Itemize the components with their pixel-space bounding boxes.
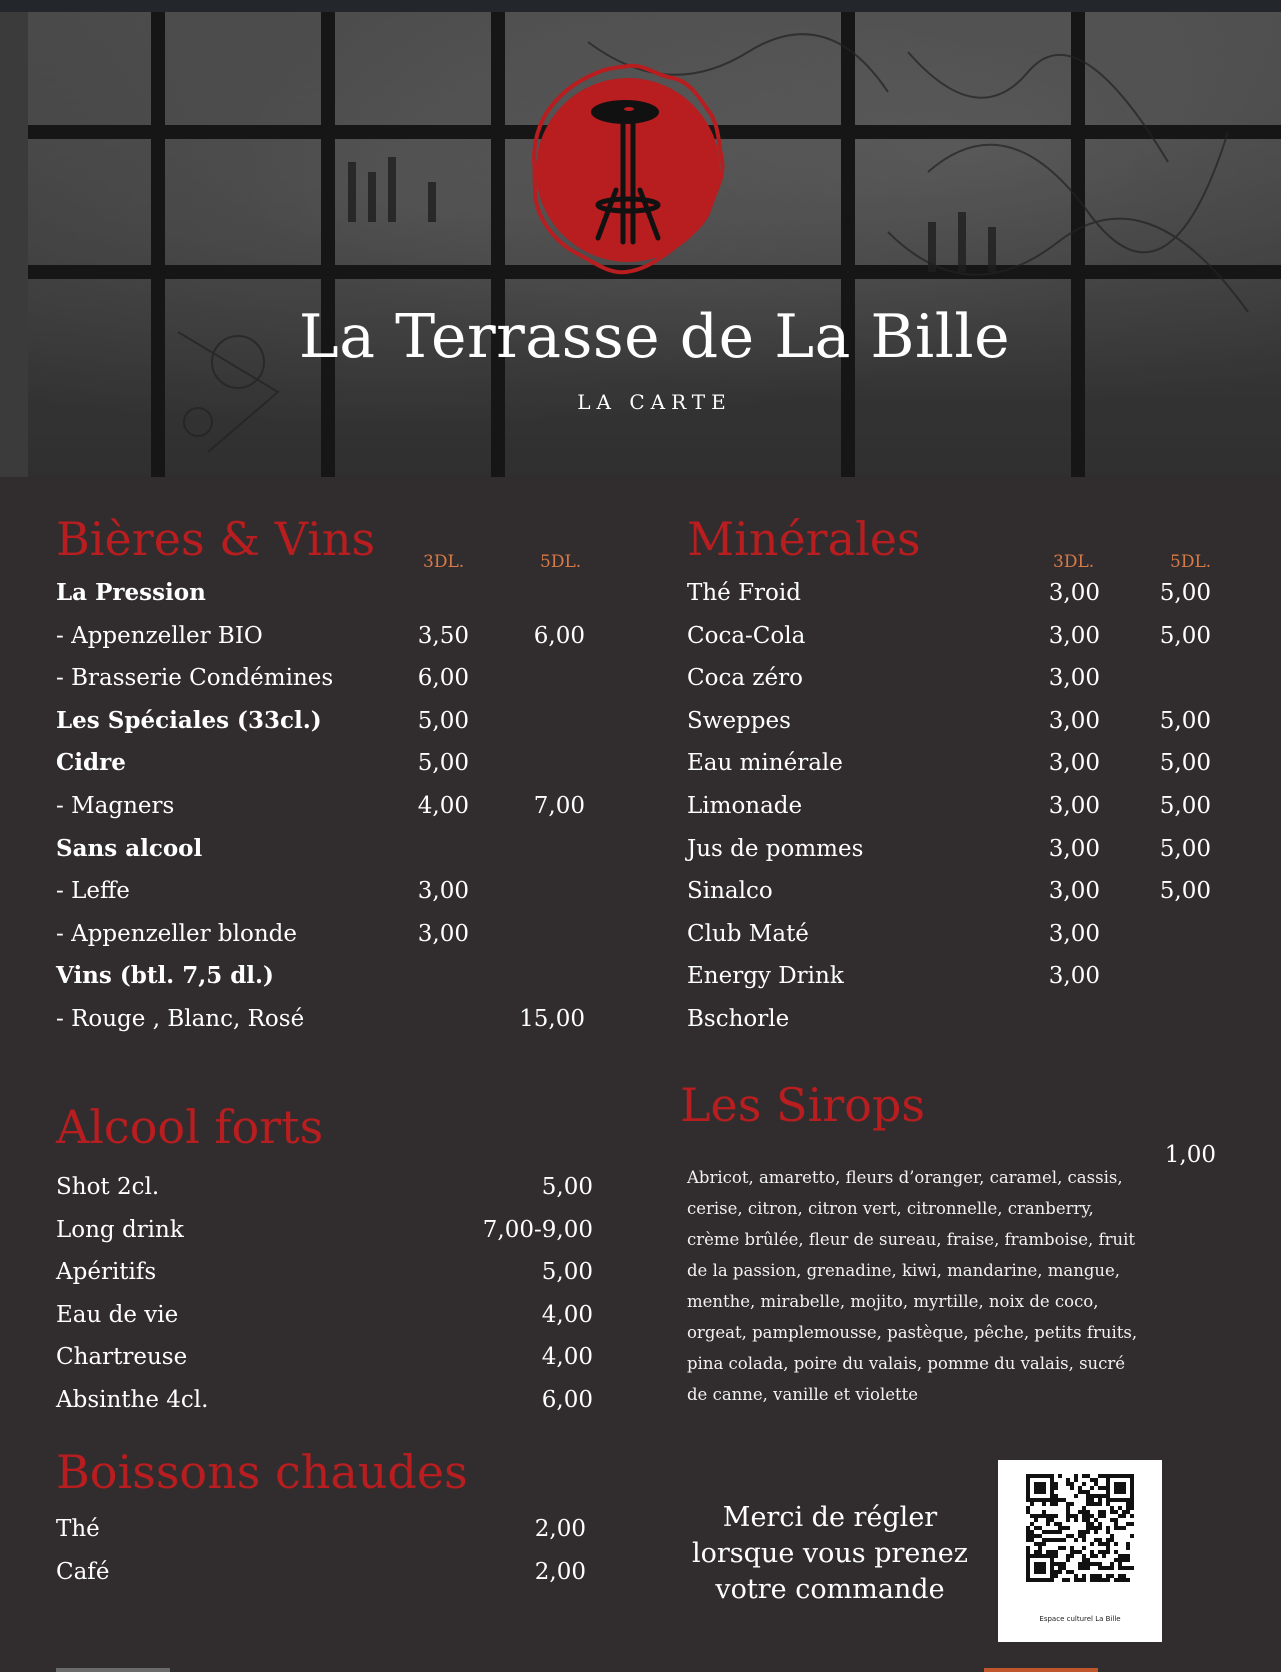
bieres-price-3dl: 5,00	[417, 750, 469, 777]
qr-caption: Espace culturel La Bille	[1039, 1615, 1121, 1623]
chaudes-row	[56, 1557, 586, 1587]
bieres-item-name: Vins (btl. 7,5 dl.)	[56, 962, 274, 990]
minerales-price-3dl: 3,00	[1048, 835, 1100, 862]
bieres-row	[56, 621, 585, 651]
bieres-price-5dl: 6,00	[533, 622, 585, 649]
minerales-price-5dl: 5,00	[1159, 835, 1211, 862]
alcool-item-name: Eau de vie	[56, 1301, 179, 1328]
minerales-row	[687, 919, 1211, 949]
minerales-row	[687, 706, 1211, 736]
bieres-item-name: - Brasserie Condémines	[56, 665, 334, 692]
bieres-item-name: - Rouge , Blanc, Rosé	[56, 1006, 305, 1032]
minerales-row	[687, 961, 1211, 991]
page-subtitle: LA CARTE	[577, 390, 732, 414]
bieres-price-3dl: 5,00	[417, 707, 469, 734]
minerales-item-name: Eau minérale	[687, 750, 843, 777]
alcool-row	[56, 1172, 593, 1202]
alcool-row	[56, 1300, 593, 1330]
bieres-row	[56, 834, 585, 864]
bieres-price-3dl: 3,00	[417, 920, 469, 947]
bieres-row	[56, 1004, 585, 1034]
bieres-row	[56, 791, 585, 821]
alcool-item-price: 4,00	[541, 1344, 593, 1371]
minerales-item-name: Coca-Cola	[687, 622, 806, 649]
section-title-minerales: Minérales	[687, 512, 921, 566]
chaudes-item-name: Thé	[56, 1516, 100, 1542]
minerales-row	[687, 663, 1211, 693]
payment-note: Merci de régler lorsque vous prenez votre commande	[692, 1502, 968, 1605]
minerales-row	[687, 876, 1211, 906]
bieres-item-name: La Pression	[56, 579, 206, 606]
sirops-flavours: Abricot, amaretto, fleurs d’oranger, caramel, cassis, cerise, citron, citron vert, citronnelle, cranberry, crème brûlée, fleur de sureau, fraise, framboise, fruit de la passion, grenadine, kiwi, mandarine, mangue, menthe, mirabelle, mojito, myrtille, noix de coco, orgeat, pamplemousse, pastèque, pêche, petits fruits, pina colada, poire du valais, pomme du valais, sucré de canne, vanille et violette	[687, 1168, 1138, 1404]
bieres-item-name: Sans alcool	[56, 834, 203, 862]
header-banner	[28, 12, 1281, 477]
minerales-price-3dl: 3,00	[1048, 963, 1100, 990]
minerales-row	[687, 748, 1211, 778]
minerales-price-3dl: 3,00	[1048, 580, 1100, 606]
bieres-item-name: Les Spéciales (33cl.)	[56, 706, 322, 734]
section-title-chaudes: Boissons chaudes	[56, 1445, 468, 1499]
bieres-row	[56, 663, 585, 693]
minerales-price-5dl: 5,00	[1159, 793, 1211, 819]
minerales-item-name: Coca zéro	[687, 665, 803, 692]
bieres-price-5dl: 15,00	[519, 1006, 585, 1032]
alcool-item-name: Apéritifs	[56, 1259, 157, 1286]
minerales-item-name: Bschorle	[687, 1006, 790, 1032]
alcool-row	[56, 1385, 593, 1415]
qr-code-icon	[998, 1460, 1162, 1610]
alcool-row	[56, 1257, 593, 1287]
chaudes-item-price: 2,00	[534, 1516, 586, 1542]
minerales-item-name: Jus de pommes	[687, 835, 864, 862]
bieres-price-3dl: 4,00	[417, 793, 469, 819]
section-title-sirops: Les Sirops	[680, 1078, 925, 1132]
chaudes-item-name: Café	[56, 1558, 110, 1585]
bieres-row	[56, 919, 585, 949]
alcool-item-price: 7,00-9,00	[482, 1216, 593, 1243]
minerales-item-name: Limonade	[687, 793, 803, 819]
bieres-price-3dl: 3,50	[417, 622, 469, 649]
bottom-divider-left	[56, 1668, 170, 1672]
bar-stool-logo-icon	[528, 60, 728, 280]
bieres-row	[56, 748, 585, 778]
bieres-col-5dl: 5DL.	[540, 552, 582, 572]
bieres-row	[56, 876, 585, 906]
header-left-strip	[0, 12, 28, 477]
alcool-item-price: 6,00	[541, 1387, 593, 1413]
minerales-row	[687, 791, 1211, 821]
bieres-col-3dl: 3DL.	[423, 552, 465, 572]
minerales-price-3dl: 3,00	[1048, 750, 1100, 777]
bieres-item-name: - Appenzeller blonde	[56, 920, 297, 947]
minerales-item-name: Energy Drink	[687, 963, 844, 990]
minerales-price-5dl: 5,00	[1159, 580, 1211, 606]
minerales-row	[687, 1004, 1211, 1034]
minerales-col-3dl: 3DL.	[1053, 552, 1095, 572]
minerales-item-name: Thé Froid	[687, 580, 801, 606]
bieres-price-5dl: 7,00	[533, 793, 585, 819]
minerales-item-name: Sweppes	[687, 707, 791, 734]
qr-code[interactable]	[998, 1460, 1162, 1642]
alcool-item-price: 5,00	[541, 1259, 593, 1286]
chaudes-row	[56, 1514, 586, 1544]
bieres-row	[56, 706, 585, 736]
bieres-item-name: - Magners	[56, 793, 175, 819]
alcool-item-price: 5,00	[541, 1174, 593, 1200]
section-title-alcool: Alcool forts	[56, 1100, 324, 1154]
alcool-row	[56, 1342, 593, 1372]
minerales-price-5dl: 5,00	[1159, 707, 1211, 734]
chaudes-item-price: 2,00	[534, 1558, 586, 1585]
minerales-price-3dl: 3,00	[1048, 665, 1100, 692]
minerales-price-3dl: 3,00	[1048, 793, 1100, 819]
minerales-price-5dl: 5,00	[1159, 750, 1211, 777]
minerales-price-3dl: 3,00	[1048, 920, 1100, 947]
bieres-item-name: Cidre	[56, 749, 126, 777]
minerales-item-name: Club Maté	[687, 920, 809, 947]
page-title: La Terrasse de La Bille	[298, 302, 1011, 372]
bieres-item-name: - Appenzeller BIO	[56, 622, 263, 649]
alcool-item-name: Absinthe 4cl.	[56, 1387, 209, 1413]
alcool-item-name: Long drink	[56, 1216, 184, 1243]
minerales-price-5dl: 5,00	[1159, 622, 1211, 649]
sirops-price: 1,00	[1164, 1142, 1216, 1168]
section-title-bieres: Bières & Vins	[56, 512, 376, 566]
minerales-row	[687, 834, 1211, 864]
minerales-item-name: Sinalco	[687, 878, 773, 905]
bieres-row	[56, 578, 585, 608]
bieres-price-3dl: 3,00	[417, 878, 469, 905]
bieres-price-3dl: 6,00	[417, 665, 469, 692]
alcool-row	[56, 1215, 593, 1245]
minerales-price-5dl: 5,00	[1159, 878, 1211, 905]
bottom-divider-right	[984, 1668, 1098, 1672]
bieres-item-name: - Leffe	[56, 878, 130, 905]
top-bar	[0, 0, 1281, 12]
minerales-price-3dl: 3,00	[1048, 878, 1100, 905]
alcool-item-price: 4,00	[541, 1301, 593, 1328]
minerales-row	[687, 578, 1211, 608]
alcool-item-name: Chartreuse	[56, 1344, 188, 1371]
bieres-row	[56, 961, 585, 991]
minerales-price-3dl: 3,00	[1048, 707, 1100, 734]
minerales-col-5dl: 5DL.	[1170, 552, 1212, 572]
alcool-item-name: Shot 2cl.	[56, 1174, 160, 1200]
minerales-price-3dl: 3,00	[1048, 622, 1100, 649]
minerales-row	[687, 621, 1211, 651]
